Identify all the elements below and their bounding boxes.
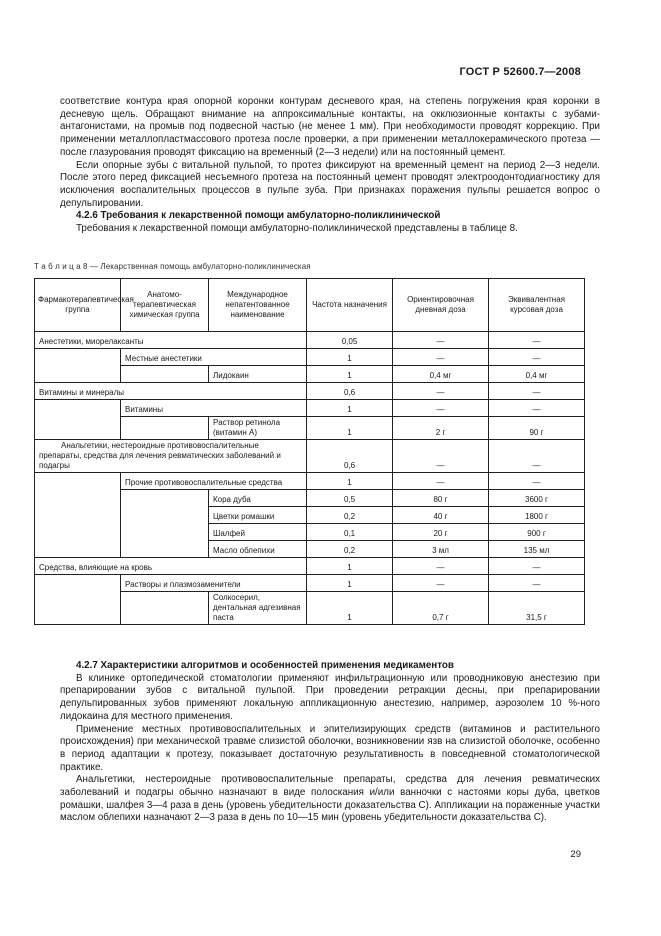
frequency-cell: 1 <box>307 417 393 440</box>
paragraph: соответствие контура края опорной коронки контурам десневого края, на степень погружения края коронки в десневую щель. Обращают внимание на аппроксимальные контакты, на окклюзионные контакты с зубами-антагонистами, на промыв под подвесной частью (не менее 1 мм). При необходимости проводят коррекцию. При применении металлопластмассового протеза после проверки, а при применении металлокерамического протеза — после глазурования проводят фиксацию на временный (2—3 недели) или на постоянный цемент. <box>60 96 600 158</box>
frequency-cell: 1 <box>307 575 393 592</box>
course-dose-cell: — <box>489 558 585 575</box>
course-dose-cell: — <box>489 383 585 400</box>
document-code: ГОСТ Р 52600.7—2008 <box>459 66 581 78</box>
page-number: 29 <box>570 849 581 860</box>
table-row <box>35 558 585 575</box>
daily-dose-cell: 80 г <box>393 490 489 507</box>
intro-section <box>60 96 600 236</box>
course-dose-cell: 31,5 г <box>489 592 585 625</box>
frequency-cell: 1 <box>307 349 393 366</box>
frequency-cell: 1 <box>307 366 393 383</box>
empty-cell <box>121 417 209 440</box>
drug-name-cell: Солкосерил, дентальная адгезивная паста <box>209 592 307 625</box>
drug-name-cell: Цветки ромашки <box>209 507 307 524</box>
course-dose-cell: — <box>489 440 585 473</box>
daily-dose-cell: 40 г <box>393 507 489 524</box>
daily-dose-cell: — <box>393 575 489 592</box>
daily-dose-cell: — <box>393 440 489 473</box>
empty-cell <box>35 349 121 383</box>
frequency-cell: 0,2 <box>307 507 393 524</box>
group-cell: Анальгетики, нестероидные противовоспалительные препараты, средства для лечения ревматических заболеваний и подагры <box>35 440 307 473</box>
empty-cell <box>121 366 209 383</box>
course-dose-cell: 135 мл <box>489 541 585 558</box>
course-dose-cell: — <box>489 332 585 349</box>
group-cell: Витамины и минералы <box>35 383 307 400</box>
table-row <box>35 400 585 417</box>
column-header: Частота назначения <box>307 279 393 332</box>
subgroup-cell: Местные анестетики <box>121 349 307 366</box>
course-dose-cell: 900 г <box>489 524 585 541</box>
daily-dose-cell: — <box>393 400 489 417</box>
empty-cell <box>35 473 121 558</box>
section-heading-4-2-6: 4.2.6 Требования к лекарственной помощи амбулаторно-поликлинической <box>76 210 441 222</box>
subgroup-cell: Витамины <box>121 400 307 417</box>
table-row <box>35 473 585 490</box>
frequency-cell: 0,2 <box>307 541 393 558</box>
table-row <box>35 349 585 366</box>
drug-name-cell: Шалфей <box>209 524 307 541</box>
course-dose-cell: 1800 г <box>489 507 585 524</box>
section-4-2-7 <box>60 660 600 825</box>
paragraph: Если опорные зубы с витальной пульпой, то протез фиксируют на временный цемент на период 2—3 недели. После этого перед фиксацией несъемного протеза на постоянный цемент проводят электроодонтодиагностику для исключения воспалительных процессов в пульпе зуба. При признаках поражения пульпы решается вопрос о депульпировании. <box>60 159 600 209</box>
frequency-cell: 0,5 <box>307 490 393 507</box>
frequency-cell: 1 <box>307 400 393 417</box>
course-dose-cell: — <box>489 575 585 592</box>
course-dose-cell: — <box>489 349 585 366</box>
medication-table <box>34 278 585 625</box>
drug-name-cell: Раствор ретинола (витамин А) <box>209 417 307 440</box>
empty-cell <box>35 400 121 440</box>
paragraph: Анальгетики, нестероидные противовоспалительные препараты, средства для лечения ревматических заболеваний и подагры обычно назначают в виде полоскания и/или ванночки с настоями коры дуба, цветков ромашки, шалфея 3—4 раза в день (уровень убедительности доказательства С). Аппликации на пораженные участки маслом облепихи назначают 2—3 раза в день по 10—15 мин (уровень убедительности доказательства С). <box>60 774 600 824</box>
table-header-row <box>35 279 585 332</box>
daily-dose-cell: 2 г <box>393 417 489 440</box>
table-caption: Т а б л и ц а 8 — Лекарственная помощь амбулаторно-поликлиническая <box>34 262 311 271</box>
frequency-cell: 0,6 <box>307 440 393 473</box>
group-cell: Средства, влияющие на кровь <box>35 558 307 575</box>
column-header: Фармакотерапевтическая группа <box>35 279 121 332</box>
subgroup-cell: Растворы и плазмозаменители <box>121 575 307 592</box>
frequency-cell: 1 <box>307 592 393 625</box>
empty-cell <box>121 592 209 625</box>
course-dose-cell: — <box>489 400 585 417</box>
column-header: Эквивалентная курсовая доза <box>489 279 585 332</box>
drug-name-cell: Кора дуба <box>209 490 307 507</box>
subgroup-cell: Прочие противовоспалительные средства <box>121 473 307 490</box>
course-dose-cell: 0,4 мг <box>489 366 585 383</box>
paragraph: Требования к лекарственной помощи амбулаторно-поликлинической представлены в таблице 8. <box>76 223 518 235</box>
paragraph: Применение местных противовоспалительных и эпителизирующих средств (витаминов и растительного происхождения) при механической травме слизистой оболочки, возникновении язв на слизистой оболочке, особенно в период адаптации к протезу, показывает достаточную результативность в повседневной стоматологической практике. <box>60 723 600 773</box>
paragraph: В клинике ортопедической стоматологии применяют инфильтрационную или проводниковую анестезию при препарировании зубов с витальной пульпой. При проведении ретракции десны, при препарировании депульпированных зубов применяют локальную аппликационную анестезию, например, аэрозолем 10 %-ного лидокаина для местного применения. <box>60 672 600 722</box>
daily-dose-cell: — <box>393 332 489 349</box>
drug-name-cell: Лидокаин <box>209 366 307 383</box>
table-row <box>35 332 585 349</box>
daily-dose-cell: — <box>393 349 489 366</box>
column-header: Ориентировочная дневная доза <box>393 279 489 332</box>
medication-table-container <box>34 278 584 625</box>
frequency-cell: 0,6 <box>307 383 393 400</box>
daily-dose-cell: 0,7 г <box>393 592 489 625</box>
drug-name-cell: Масло облепихи <box>209 541 307 558</box>
frequency-cell: 0,05 <box>307 332 393 349</box>
table-row <box>35 575 585 592</box>
frequency-cell: 1 <box>307 473 393 490</box>
column-header: Анатомо-терапевтическая химическая группа <box>121 279 209 332</box>
daily-dose-cell: 3 мл <box>393 541 489 558</box>
table-row <box>35 440 585 473</box>
empty-cell <box>35 575 121 625</box>
table-row <box>35 383 585 400</box>
daily-dose-cell: — <box>393 383 489 400</box>
section-heading-4-2-7: 4.2.7 Характеристики алгоритмов и особенностей применения медикаментов <box>76 660 454 671</box>
empty-cell <box>121 490 209 558</box>
daily-dose-cell: — <box>393 558 489 575</box>
course-dose-cell: 3600 г <box>489 490 585 507</box>
frequency-cell: 0,1 <box>307 524 393 541</box>
column-header: Международное непатентованное наименование <box>209 279 307 332</box>
course-dose-cell: 90 г <box>489 417 585 440</box>
course-dose-cell: — <box>489 473 585 490</box>
group-cell: Анестетики, миорелаксанты <box>35 332 307 349</box>
daily-dose-cell: 0,4 мг <box>393 366 489 383</box>
daily-dose-cell: 20 г <box>393 524 489 541</box>
frequency-cell: 1 <box>307 558 393 575</box>
daily-dose-cell: — <box>393 473 489 490</box>
